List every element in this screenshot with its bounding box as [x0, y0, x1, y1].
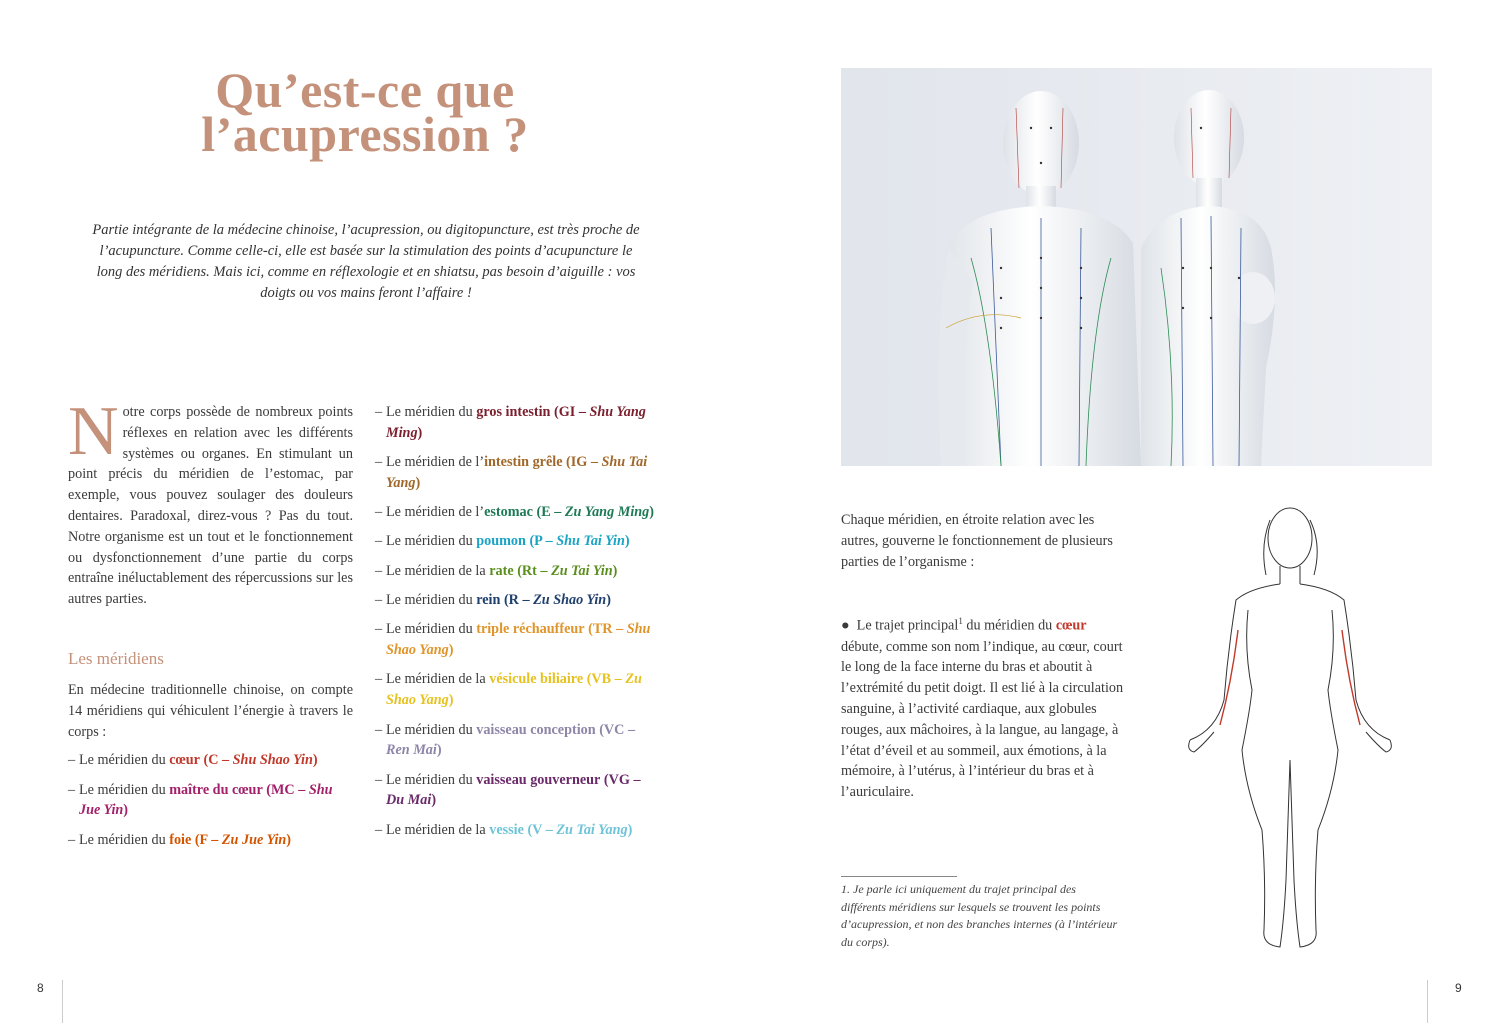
meridian-item: [375, 590, 660, 611]
list-dash: –: [375, 671, 383, 688]
meridian-list-1: [68, 750, 353, 850]
meridian-item: [375, 561, 660, 582]
meridian-name: maître du cœur: [169, 781, 263, 798]
meridian-name: rate: [489, 562, 514, 579]
meridian-chinese-name: Zu Yang Ming: [564, 504, 650, 521]
meridian-close: ): [417, 424, 423, 441]
meridian-prefix: Le méridien de la: [386, 671, 490, 688]
meridian-prefix: Le méridien de l’: [386, 504, 485, 521]
meridian-name: cœur: [169, 752, 200, 769]
meridian-code: (Rt –: [517, 562, 552, 579]
body-outline-illustration: [1180, 500, 1400, 952]
meridian-chinese-name: Shu Shao Yang: [386, 621, 651, 659]
page-number-right: 9: [1455, 981, 1462, 995]
meridian-close: ): [624, 533, 630, 550]
meridian-code: (MC –: [266, 781, 309, 798]
meridian-code: (VB –: [586, 671, 626, 688]
meridian-item: [68, 750, 353, 771]
meridian-name: gros intestin: [476, 404, 551, 420]
intro-text: Partie intégrante de la médecine chinoise, l’acupression, ou digitopuncture, est très proche de l’acupuncture. Comme celle-ci, elle est basée sur la stimulation des points d’acupuncture le long des méridiens. Mais ici, comme en réflexologie et en shiatsu, pas besoin d’aiguille : vos doigts ou vos mains feront l’affaire !: [92, 222, 640, 301]
list-dash: –: [68, 781, 76, 798]
meridians-intro: En médecine traditionnelle chinoise, on compte 14 méridiens qui véhiculent l’énergie à travers le corps :: [68, 681, 353, 740]
meridian-abbreviation: [195, 832, 291, 848]
meridian-name: vessie: [489, 821, 524, 838]
meridian-name: rein: [476, 592, 501, 609]
meridian-item: [375, 402, 660, 444]
meridian-prefix: Le méridien du: [386, 621, 477, 638]
body-paragraph: [68, 393, 353, 610]
meridian-abbreviation: [527, 822, 632, 838]
bullet-heart-name: cœur: [1055, 617, 1087, 634]
footnote-rule: [841, 876, 957, 877]
meridian-item: [375, 531, 660, 552]
meridian-chinese-name: Zu Tai Yin: [551, 562, 613, 579]
meridian-item: [375, 720, 660, 762]
meridian-prefix: Le méridien du: [386, 771, 477, 788]
meridian-chinese-name: Du Mai: [386, 792, 432, 809]
list-dash: –: [375, 562, 383, 579]
meridian-name: intestin grêle: [484, 454, 563, 471]
page-divider-left: [62, 980, 63, 1023]
meridian-code: (VC –: [599, 721, 636, 738]
meridian-chinese-name: Shu Jue Yin: [79, 781, 333, 819]
meridian-code: (V –: [527, 821, 557, 838]
meridian-code: (E –: [536, 504, 565, 521]
bullet-mid: du méridien du: [962, 617, 1056, 634]
meridian-item: [375, 820, 660, 841]
meridian-chinese-name: Zu Tai Yang: [556, 821, 628, 838]
bullet-start: Le trajet principal: [856, 617, 959, 634]
list-dash: –: [375, 721, 383, 738]
meridian-close: ): [436, 742, 442, 759]
meridian-chinese-name: Ren Mai: [386, 742, 437, 759]
list-dash: –: [375, 454, 383, 471]
middle-column: [375, 402, 660, 849]
list-dash: –: [68, 752, 76, 769]
meridian-item: [375, 502, 660, 523]
meridian-name: foie: [169, 831, 192, 848]
meridian-code: (IG –: [566, 454, 602, 471]
meridian-name: estomac: [484, 504, 533, 521]
bullet-dot: ●: [841, 617, 857, 634]
list-dash: –: [375, 592, 383, 609]
meridian-prefix: Le méridien de la: [386, 562, 490, 579]
meridian-prefix: Le méridien de l’: [386, 454, 485, 471]
meridian-abbreviation: [504, 592, 611, 608]
footnote: 1. Je parle ici uniquement du trajet principal des différents méridiens sur lesquels se trouvent les points d’acupression, et non des branches internes (à l’intérieur du corps).: [841, 882, 1118, 949]
meridian-prefix: Le méridien du: [79, 752, 170, 769]
meridian-close: ): [606, 592, 611, 609]
footnote-ref: 1: [958, 616, 963, 626]
left-column: [68, 393, 353, 859]
meridian-code: (F –: [194, 831, 222, 848]
heart-meridian-bullet: [841, 611, 1127, 803]
meridian-prefix: Le méridien du: [79, 781, 170, 798]
list-dash: –: [375, 821, 383, 838]
meridian-chinese-name: Zu Jue Yin: [221, 831, 287, 848]
page-number-left: 8: [37, 981, 44, 995]
meridian-prefix: Le méridien du: [386, 533, 477, 550]
list-dash: –: [68, 831, 76, 848]
meridian-name: poumon: [476, 533, 526, 550]
meridian-close: ): [286, 831, 292, 848]
meridian-prefix: Le méridien du: [386, 592, 477, 609]
bullet-rest: débute, comme son nom l’indique, au cœur, court le long de la face interne du bras et aboutit à l’extrémité du petit doigt. Il est lié à la circulation sanguine, à l’activité cardiaque, aux globules rouges, aux mâchoires, à la langue, au langage, à l’état d’éveil et au sommeil, aux émotions, à la mémoire, à l’utérus, à l’intérieur du bras et à l’auriculaire.: [841, 638, 1124, 801]
list-dash: –: [375, 621, 383, 638]
meridian-close: ): [627, 821, 633, 838]
meridian-prefix: Le méridien du: [79, 831, 170, 848]
meridian-item: [375, 770, 660, 812]
meridian-chinese-name: Zu Shao Yin: [533, 592, 607, 609]
meridian-close: ): [612, 562, 618, 579]
meridian-prefix: Le méridien du: [386, 721, 477, 738]
right-paragraph: Chaque méridien, en étroite relation avec les autres, gouverne le fonctionnement de plusieurs parties de l’organisme :: [841, 512, 1113, 570]
meridian-code: (GI –: [554, 404, 590, 420]
meridian-code: (R –: [503, 592, 534, 609]
page-divider-right: [1427, 980, 1428, 1023]
meridian-close: ): [448, 642, 454, 659]
meridian-code: (TR –: [588, 621, 627, 638]
list-dash: –: [375, 533, 383, 550]
list-dash: –: [375, 404, 383, 420]
meridian-abbreviation: [204, 752, 318, 768]
meridian-close: ): [431, 792, 437, 809]
acupuncture-mannequins-photo: [841, 68, 1432, 466]
page-title: [120, 62, 610, 162]
meridian-name: vaisseau gouverneur: [476, 771, 601, 788]
meridian-name: vaisseau conception: [476, 721, 596, 738]
title-line-2: l’acupression ?: [201, 106, 529, 162]
drop-cap: N: [68, 393, 119, 470]
list-dash: –: [375, 504, 383, 521]
meridian-close: ): [448, 692, 454, 709]
meridian-prefix: Le méridien du: [386, 404, 477, 420]
meridian-chinese-name: Shu Tai Yang: [386, 454, 648, 491]
meridian-item: [68, 780, 353, 822]
meridian-code: (VG –: [603, 771, 641, 788]
meridian-name: triple réchauffeur: [476, 621, 585, 638]
body-paragraph-text: otre corps possède de nombreux points réflexes en relation avec les différents systèmes ou organes. En stimulant un point précis du méridien de l’estomac, par exemple, vous pouvez soulager des douleurs dentaires. Paradoxal, direz-vous ? Pas du tout. Notre organisme est un tout et le fonctionnement ou dysfonctionnement d’une partie du corps entraîne inéluctablement des répercussions sur les autres parties.: [68, 404, 353, 608]
list-dash: –: [375, 771, 383, 788]
meridian-close: ): [312, 752, 318, 769]
meridian-chinese-name: Shu Tai Yin: [556, 533, 625, 550]
meridian-close: ): [415, 474, 421, 491]
meridian-item: [375, 669, 660, 711]
meridian-code: (P –: [529, 533, 557, 550]
meridian-chinese-name: Shu Shao Yin: [232, 752, 313, 769]
meridian-list-2: [375, 402, 660, 841]
meridian-item: [68, 830, 353, 851]
meridian-close: ): [649, 504, 654, 521]
meridian-prefix: Le méridien de la: [386, 821, 490, 838]
meridian-abbreviation: [517, 563, 617, 579]
meridian-chinese-name: Zu Shao Yang: [386, 671, 642, 709]
meridian-abbreviation: [537, 504, 655, 520]
meridian-chinese-name: Shu Yang Ming: [386, 404, 646, 441]
meridian-name: vésicule biliaire: [489, 671, 584, 688]
meridian-item: [375, 619, 660, 661]
meridian-abbreviation: [529, 533, 629, 549]
meridian-item: [375, 452, 660, 494]
title-line-1: Qu’est-ce que: [215, 62, 515, 118]
section-heading: Les méridiens: [68, 648, 164, 668]
meridian-code: (C –: [203, 752, 233, 769]
meridian-close: ): [123, 802, 129, 819]
